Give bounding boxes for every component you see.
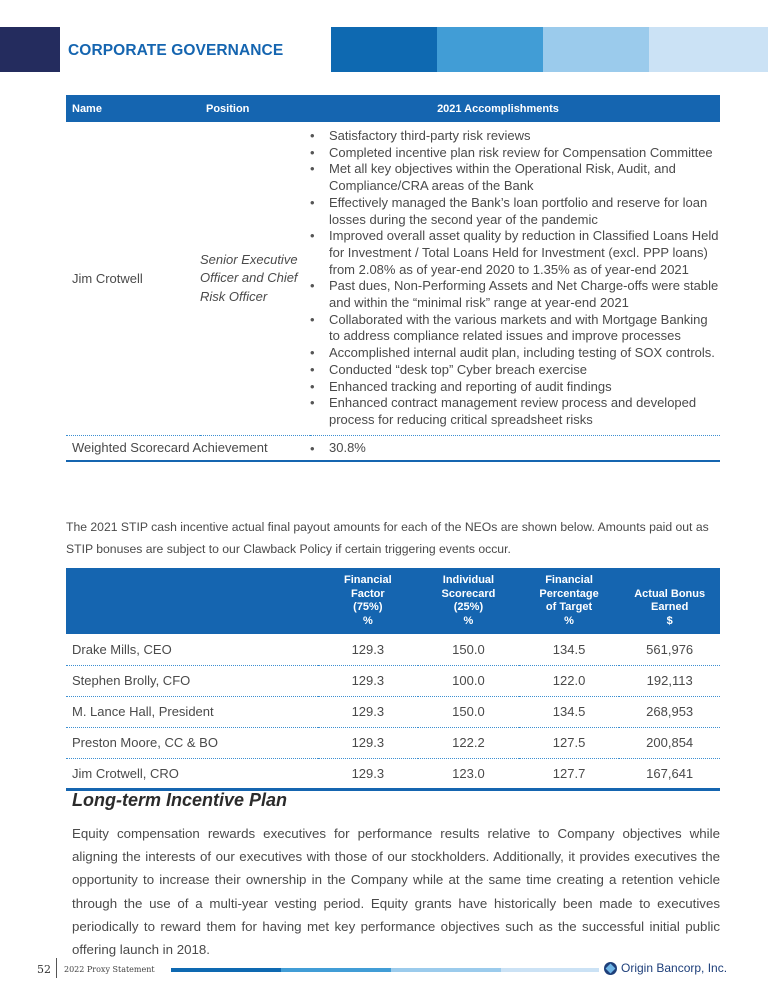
stip-payout-table [66,568,720,791]
table-row [66,696,720,727]
executive-position: Senior Executive Officer and Chief Risk Officer [200,122,310,435]
page-number: 52 [37,963,51,976]
column-header-position: Position [200,95,310,122]
individual-scorecard: 150.0 [418,634,519,665]
pct-of-target: 134.5 [519,634,620,665]
company-name: Origin Bancorp, Inc. [621,961,728,975]
list-item: • Enhanced contract management review process and developed process for reducing critical spreadsheet risks [310,395,720,428]
company-logo [604,961,727,975]
list-item: • Met all key objectives within the Operational Risk, Audit, and Compliance/CRA areas of the Bank [310,161,720,194]
financial-factor: 129.3 [318,758,419,789]
footer-color-bar-2 [281,968,391,972]
footer-color-bar-4 [501,968,599,972]
individual-scorecard: 123.0 [418,758,519,789]
header-navy-block [0,27,60,72]
pct-of-target: 127.5 [519,727,620,758]
header-color-bar-4 [649,27,768,72]
weighted-scorecard-row [66,435,720,461]
table-header-row [66,568,720,634]
list-item: • Enhanced tracking and reporting of audit findings [310,379,720,396]
neo-name: Preston Moore, CC & BO [66,727,318,758]
accomplishments-list [310,128,720,429]
header-color-bar-3 [543,27,649,72]
neo-name: Drake Mills, CEO [66,634,318,665]
accomplishments-cell [310,122,720,435]
header-color-bar-1 [331,27,437,72]
financial-factor: 129.3 [318,727,419,758]
footer-color-bar-1 [171,968,281,972]
accomplishments-table [66,95,720,462]
list-item: • Past dues, Non-Performing Assets and Net Charge-offs were stable and within the “minimal risk” range at year-end 2021 [310,278,720,311]
column-header-individual-scorecard: Individual Scorecard (25%) % [418,568,519,634]
weighted-scorecard-label: Weighted Scorecard Achievement [72,440,268,456]
financial-factor: 129.3 [318,634,419,665]
table-header-row [66,95,720,122]
bonus-earned: 561,976 [619,634,720,665]
list-item: • Completed incentive plan risk review for Compensation Committee [310,145,720,162]
table-row [66,727,720,758]
pct-of-target: 122.0 [519,665,620,696]
table-row [66,634,720,665]
executive-name: Jim Crotwell [66,122,200,435]
list-item: • Satisfactory third-party risk reviews [310,128,720,145]
bonus-earned: 192,113 [619,665,720,696]
bonus-earned: 167,641 [619,758,720,789]
column-header-bonus-earned: Actual Bonus Earned $ [619,568,720,634]
section-title: CORPORATE GOVERNANCE [68,42,284,59]
list-item: • Conducted “desk top” Cyber breach exercise [310,362,720,379]
pct-of-target: 134.5 [519,696,620,727]
table-row [66,665,720,696]
footer-divider [56,958,57,978]
neo-name: Stephen Brolly, CFO [66,665,318,696]
bonus-earned: 268,953 [619,696,720,727]
neo-name: Jim Crotwell, CRO [66,758,318,789]
footer-color-bar-3 [391,968,501,972]
column-header-pct-of-target: Financial Percentage of Target % [519,568,620,634]
origin-logo-icon [604,962,617,975]
individual-scorecard: 100.0 [418,665,519,696]
bonus-earned: 200,854 [619,727,720,758]
weighted-scorecard-value: • 30.8% [310,435,720,461]
financial-factor: 129.3 [318,665,419,696]
financial-factor: 129.3 [318,696,419,727]
individual-scorecard: 150.0 [418,696,519,727]
individual-scorecard: 122.2 [418,727,519,758]
column-header-name: Name [66,95,200,122]
document-name: 2022 Proxy Statement [64,965,155,974]
header-color-bar-2 [437,27,543,72]
table-row [66,758,720,789]
list-item: • Effectively managed the Bank’s loan portfolio and reserve for loan losses during the second year of the pandemic [310,195,720,228]
column-header-financial-factor: Financial Factor (75%) % [318,568,419,634]
pct-of-target: 127.7 [519,758,620,789]
list-item: • Improved overall asset quality by reduction in Classified Loans Held for Investment / Total Loans Held for Investment (excl. PPP loans) from 2.08% as of year-end 2020 to 1.35% as of year-end 2021 [310,228,720,278]
neo-name: M. Lance Hall, President [66,696,318,727]
table-row [66,122,720,435]
column-header-name [66,568,318,634]
ltip-heading: Long-term Incentive Plan [72,790,288,810]
column-header-accomplishments: 2021 Accomplishments [310,95,720,122]
list-item: • Collaborated with the various markets and with Mortgage Banking to address compliance related issues and improve processes [310,312,720,345]
ltip-paragraph: Equity compensation rewards executives for performance results relative to Company objectives while aligning the interests of our executives with those of our stockholders. Additionally, it provides executives the opportunity to increase their ownership in the Company while at the same time creating a retention vehicle through the use of a multi-year vesting period. Equity grants have historically been made to executives periodically to reward them for having met key performance objectives such as the successful initial public offering launch in 2018. [72,826,720,958]
stip-paragraph: The 2021 STIP cash incentive actual final payout amounts for each of the NEOs are shown below. Amounts paid out as STIP bonuses are subject to our Clawback Policy if certain triggering events occur. [66,520,709,556]
list-item: • Accomplished internal audit plan, including testing of SOX controls. [310,345,720,362]
